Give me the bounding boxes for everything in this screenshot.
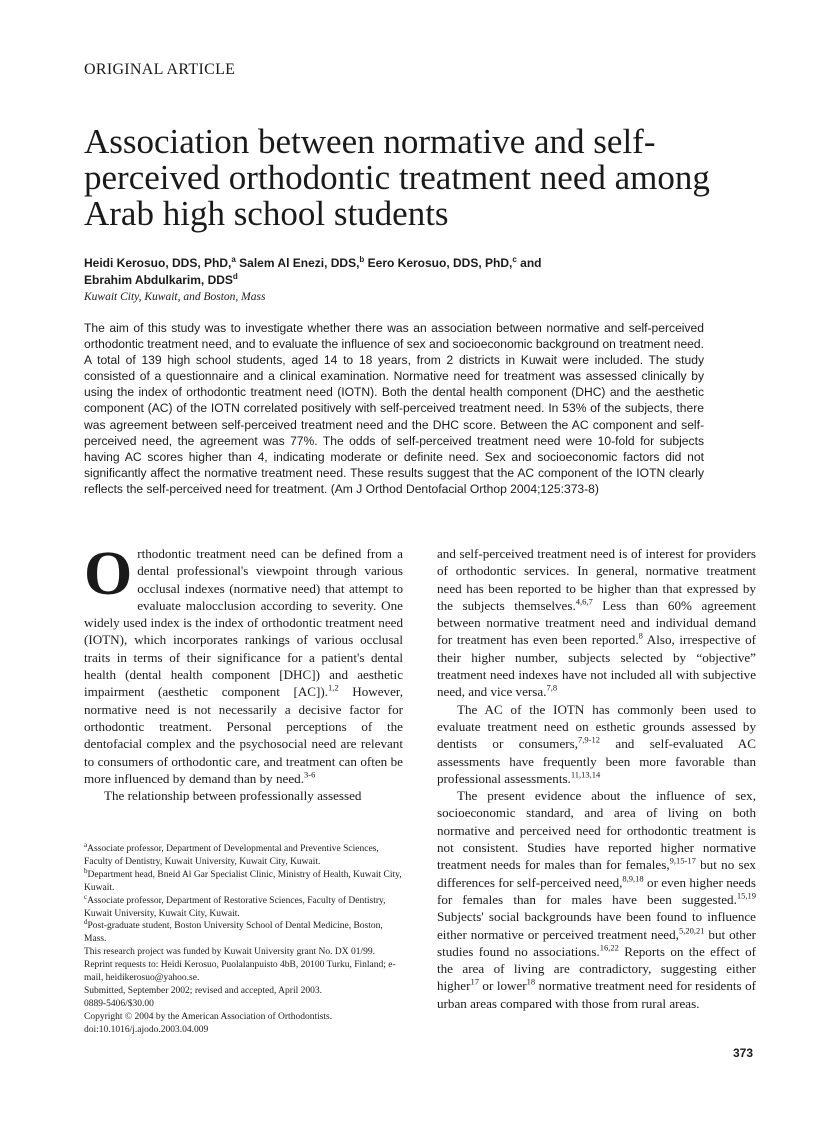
footnote-text: Associate professor, Department of Developmental and Preventive Sciences, Faculty of Dentistry, Kuwait University, Kuwait City, Kuwait.	[84, 844, 379, 867]
author-mark: c	[512, 255, 517, 264]
page-number: 373	[733, 1046, 754, 1060]
body-paragraph: Orthodontic treatment need can be defined from a dental professional's viewpoint through various occlusal indexes (normative need) that attempt to evaluate malocclusion according to severity. One widely used index is the index of orthodontic treatment need (IOTN), which incorporates rankings of various occlusal traits in terms of their significance for a patient's dental health (dental health component [DHC]) and aesthetic impairment (aesthetic component [AC]).$^{1,2}$ However, normative need is not necessarily a decisive factor for orthodontic treatment. Personal perceptions of the dentofacial complex and the psychosocial need are relevant to consumers of orthodontic care, and treatment can often be more influenced by demand than by need.$^{3-6}$	[84, 540, 403, 786]
affiliation: Kuwait City, Kuwait, and Boston, Mass	[84, 291, 266, 303]
footnotes	[84, 840, 404, 1037]
footnote-text: doi:10.1016/j.ajodo.2003.04.009	[84, 1024, 209, 1035]
abstract: The aim of this study was to investigate whether there was an association between normative and self-perceived orthodontic treatment need, and to evaluate the influence of sex and socioeconomic background on treatment need. A total of 139 high school students, aged 14 to 18 years, from 2 districts in Kuwait were included. The study consisted of a questionnaire and a clinical examination. Normative need for treatment was assessed clinically by using the index of orthodontic treatment need (IOTN). Both the dental health component (DHC) and the aesthetic component (AC) of the IOTN correlated positively with self-perceived treatment need. In 53% of the subjects, there was agreement between self-perceived treatment need and the DHC score. Between the AC component and self-perceived need, the agreement was 77%. The odds of self-perceived treatment need were 10-fold for subjects having AC scores higher than 4, indicating moderate or definite need. Sex and socioeconomic factors did not significantly affect the normative treatment need. These results suggest that the AC component of the IOTN clearly reflects the self-perceived need for treatment. (Am J Orthod Dentofacial Orthop 2004;125:373-8)	[84, 321, 704, 496]
footnote	[84, 892, 404, 921]
citation-ref: 5,20,21	[678, 925, 705, 936]
citation-ref: 8	[638, 631, 643, 642]
footnote	[84, 866, 404, 895]
footnote-mark: b	[84, 866, 88, 875]
author-name: Eero Kerosuo, DDS, PhD,	[367, 256, 513, 270]
footnote	[84, 985, 404, 998]
citation-ref: 7,9-12	[578, 734, 600, 745]
body-paragraph: and self-perceived treatment need is of interest for providers of orthodontic services. In general, normative treatment need has been reported to be higher than that expressed by the subjects themselves.$^{4,6,7}$ Less than 60% agreement between normative treatment need and individual demand for treatment has even been reported.$^8$ Also, irrespective of their higher number, subjects selected by “objective” treatment need indexes have not included all with subjective need, and vice versa.$^{7,8}$	[437, 546, 756, 700]
footnote-text: Copyright © 2004 by the American Association of Orthodontists.	[84, 1011, 333, 1022]
author-mark: b	[359, 255, 365, 264]
body-paragraph: The relationship between professionally assessed	[104, 788, 362, 804]
footnote-mark: a	[84, 840, 88, 849]
footnote	[84, 1024, 404, 1037]
body-column-left	[84, 540, 403, 804]
citation-ref: 15,19	[736, 890, 756, 901]
author-list: Heidi Kerosuo, DDS, PhD,$^a$ Salem Al Enezi, DDS,$^b$ Eero Kerosuo, DDS, PhD,$^c$ and Ebrahim Abdulkarim, DDS$^d$	[84, 255, 542, 287]
drop-cap: O	[84, 540, 133, 608]
author-mark: d	[232, 272, 238, 281]
citation-ref: 7,8	[546, 683, 558, 694]
body-paragraph: The present evidence about the influence of sex, socioeconomic standard, and area of living on both normative and perceived need for orthodontic treatment is not consistent. Studies have reported higher normative treatment needs for males than for females,$^{9,15-17}$ but no sex differences for self-perceived need,$^{8,9,18}$ or even higher needs for females than for males have been suggested.$^{15,19}$ Subjects' social backgrounds have been found to influence either normative or perceived treatment need,$^{5,20,21}$ but other studies found no associations.$^{16,22}$ Reports on the effect of the area of living are contradictory, suggesting either higher$^{17}$ or lower$^{18}$ normative treatment need for residents of urban areas compared with those from rural areas.	[437, 788, 757, 1011]
citation-ref: 1,2	[328, 683, 339, 694]
footnote-text: Associate professor, Department of Restorative Sciences, Faculty of Dentistry, Kuwait University, Kuwait City, Kuwait.	[84, 895, 386, 919]
footnote-text: 0889-5406/$30.00	[84, 998, 154, 1009]
footnote-text: Reprint requests to: Heidi Kerosuo, Puolalanpuisto 4bB, 20100 Turku, Finland; e-mail, heidikerosuo@yahoo.se.	[84, 960, 396, 984]
author-mark: a	[231, 255, 236, 264]
body-column-right	[437, 545, 756, 1012]
citation-ref: 16,22	[599, 942, 619, 953]
footnote-text: This research project was funded by Kuwait University grant No. DX 01/99.	[84, 947, 375, 958]
footnote-text: Submitted, September 2002; revised and accepted, April 2003.	[84, 985, 322, 996]
footnote	[84, 946, 404, 959]
citation-ref: 17	[470, 977, 479, 988]
article-title: Association between normative and self-perceived orthodontic treatment need among Arab high school students	[84, 122, 710, 233]
footnote-mark: d	[84, 918, 88, 927]
footnote-mark: c	[84, 892, 88, 901]
citation-ref: 4,6,7	[575, 596, 593, 607]
section-label: ORIGINAL ARTICLE	[84, 61, 236, 78]
footnote	[84, 1011, 404, 1024]
author-name: Salem Al Enezi, DDS,	[239, 256, 360, 270]
footnote-text: Department head, Bneid Al Gar Specialist Clinic, Ministry of Health, Kuwait City, Kuwait.	[84, 869, 402, 893]
citation-ref: 3-6	[303, 769, 316, 780]
citation-ref: 11,13,14	[570, 769, 601, 780]
author-name: Ebrahim Abdulkarim, DDS	[84, 273, 233, 287]
body-paragraph: The AC of the IOTN has commonly been used to evaluate treatment need on esthetic grounds assessed by dentists or consumers,$^{7,9-12}$ and self-evaluated AC assessments have frequently been more favorable than professional assessments.$^{11,13,14}$	[437, 701, 756, 786]
citation-ref: 8,9,18	[622, 873, 644, 884]
footnote	[84, 998, 404, 1011]
footnote	[84, 959, 404, 985]
author-name: Heidi Kerosuo, DDS, PhD,	[84, 256, 232, 270]
footnote-text: Post-graduate student, Boston University School of Dental Medicine, Boston, Mass.	[84, 921, 383, 945]
citation-ref: 9,15-17	[669, 855, 696, 866]
footnote	[84, 920, 404, 946]
footnote	[84, 840, 404, 869]
citation-ref: 18	[526, 977, 536, 988]
